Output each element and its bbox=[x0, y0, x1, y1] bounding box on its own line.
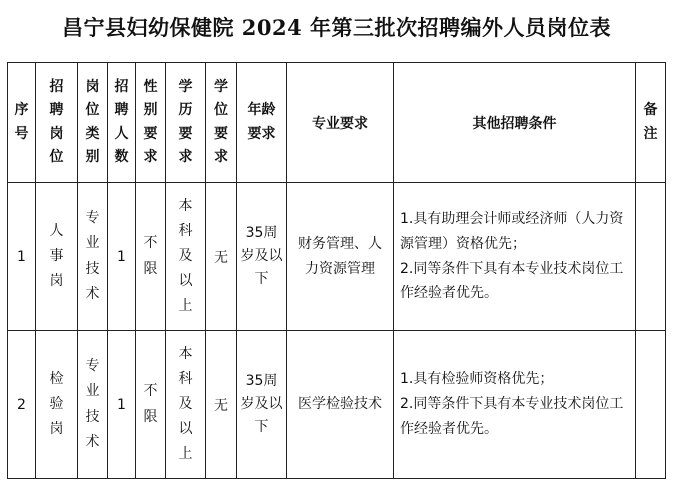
cell-position: 检验岗 bbox=[36, 331, 78, 479]
condition-line: 1.具有检验师资格优先； bbox=[400, 371, 554, 388]
cell-age: 35周岁及以下 bbox=[237, 331, 287, 479]
cell-gender: 不限 bbox=[136, 183, 166, 331]
cell-category: 专业技术 bbox=[78, 331, 108, 479]
cell-seq: 1 bbox=[8, 183, 36, 331]
header-education: 学历要求 bbox=[166, 63, 206, 183]
document-title: 昌宁县妇幼保健院 2024 年第三批次招聘编外人员岗位表 bbox=[61, 15, 612, 40]
cell-count: 1 bbox=[108, 331, 136, 479]
header-gender: 性别要求 bbox=[136, 63, 166, 183]
table-row bbox=[8, 331, 666, 479]
table-row bbox=[8, 183, 666, 331]
condition-line: 2.同等条件下具有本专业技术岗位工作经验者优先。 bbox=[400, 396, 624, 437]
header-other: 其他招聘条件 bbox=[394, 63, 636, 183]
cell-gender: 不限 bbox=[136, 331, 166, 479]
condition-line: 1.具有助理会计师或经济师（人力资源管理）资格优先； bbox=[400, 210, 624, 252]
table-header-row bbox=[8, 63, 666, 183]
cell-major: 医学检验技术 bbox=[287, 331, 394, 479]
header-degree: 学位要求 bbox=[206, 63, 237, 183]
recruitment-table bbox=[7, 62, 666, 479]
header-category: 岗位类别 bbox=[78, 63, 108, 183]
cell-conditions bbox=[394, 183, 636, 331]
cell-category: 专业技术 bbox=[78, 183, 108, 331]
cell-count: 1 bbox=[108, 183, 136, 331]
cell-degree: 无 bbox=[206, 331, 237, 479]
cell-education: 本科及以上 bbox=[166, 331, 206, 479]
cell-degree: 无 bbox=[206, 183, 237, 331]
condition-line: 2.同等条件下具有本专业技术岗位工作经验者优先。 bbox=[400, 260, 624, 302]
header-position: 招聘岗位 bbox=[36, 63, 78, 183]
header-seq: 序号 bbox=[8, 63, 36, 183]
cell-education: 本科及以上 bbox=[166, 183, 206, 331]
cell-age: 35周岁及以下 bbox=[237, 183, 287, 331]
cell-position: 人事岗 bbox=[36, 183, 78, 331]
header-remark: 备注 bbox=[636, 63, 666, 183]
header-count: 招聘人数 bbox=[108, 63, 136, 183]
cell-seq: 2 bbox=[8, 331, 36, 479]
header-age: 年龄要求 bbox=[237, 63, 287, 183]
cell-remark bbox=[636, 183, 666, 331]
header-major: 专业要求 bbox=[287, 63, 394, 183]
cell-major: 财务管理、人力资源管理 bbox=[287, 183, 394, 331]
cell-remark bbox=[636, 331, 666, 479]
cell-conditions bbox=[394, 331, 636, 479]
